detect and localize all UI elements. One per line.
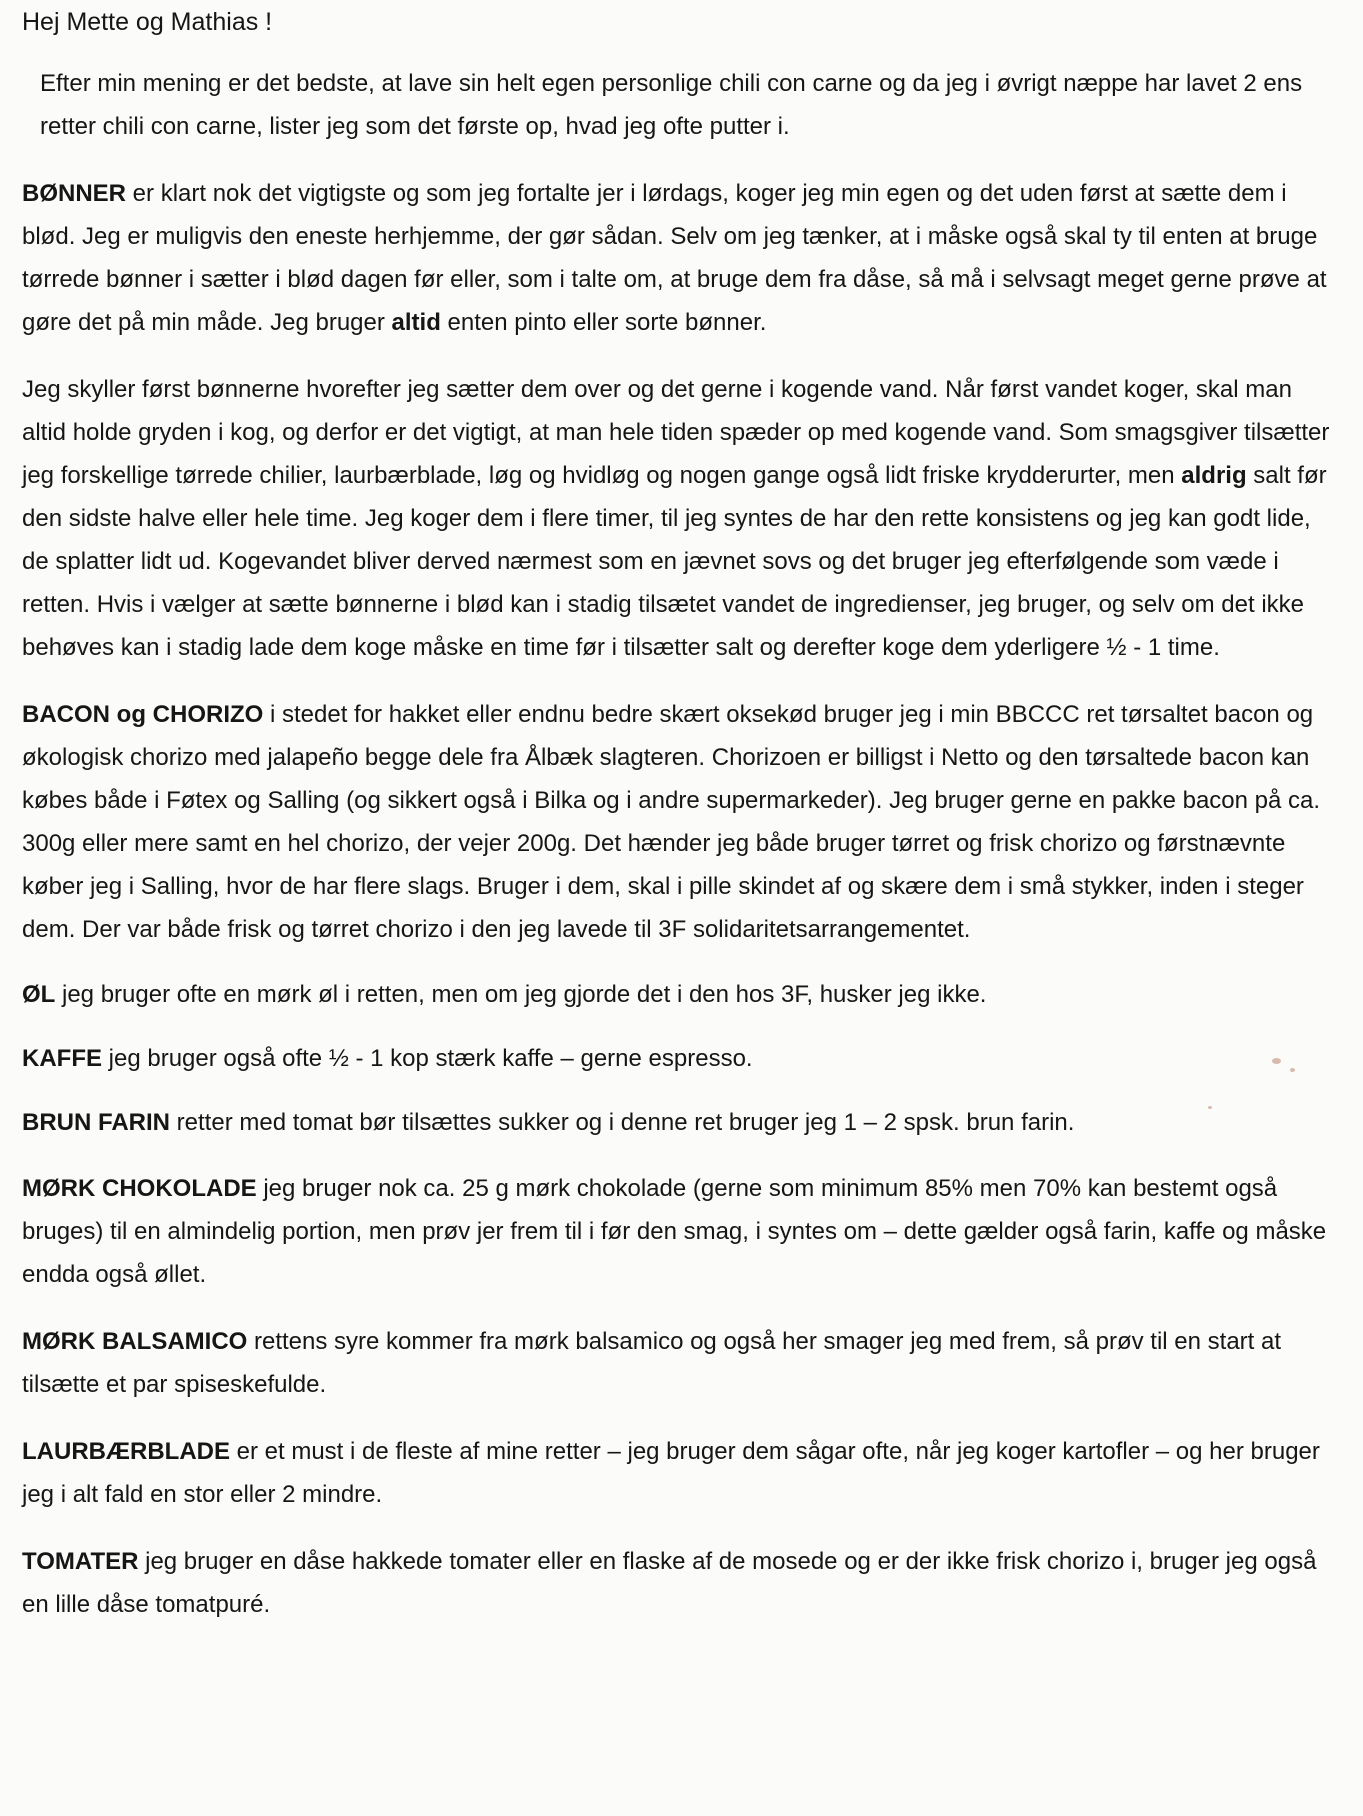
scan-speck bbox=[1208, 1106, 1212, 1109]
laurbaer-paragraph bbox=[22, 1430, 1335, 1516]
ol-text: jeg bruger ofte en mørk øl i retten, men om jeg gjorde det i den hos 3F, husker jeg ikke. bbox=[55, 981, 987, 1008]
balsamico-text: rettens syre kommer fra mørk balsamico og også her smager jeg med frem, så prøv til en start at tilsætte et par spiseskefulde. bbox=[22, 1328, 1282, 1398]
bacon-text: i stedet for hakket eller endnu bedre skært oksekød bruger jeg i min BBCCC ret tørsaltet bacon og økologisk chorizo med jalapeño begge dele fra Ålbæk slagteren. Chorizoen er billigst i Netto og den tørsaltede bacon kan købes både i Føtex og Salling (og sikkert også i Bilka og i andre supermarkeder). Jeg bruger gerne en pakke bacon på ca. 300g eller mere samt en hel chorizo, der vejer 200g. Det hænder jeg både bruger tørret og frisk chorizo og førstnævnte køber jeg i Salling, hvor de har flere slags. Bruger i dem, skal i pille skindet af og skære dem i små stykker, inden i steger dem. Der var både frisk og tørret chorizo i den jeg lavede til 3F solidaritetsarrangementet. bbox=[22, 701, 1321, 943]
bonner-paragraph bbox=[22, 172, 1335, 344]
kaffe-text: jeg bruger også ofte ½ - 1 kop stærk kaffe – gerne espresso. bbox=[102, 1045, 753, 1072]
brun-farin-heading: BRUN FARIN bbox=[22, 1109, 170, 1136]
laurbaer-heading: LAURBÆRBLADE bbox=[22, 1438, 230, 1465]
kaffe-paragraph bbox=[22, 1039, 1335, 1079]
scan-speck bbox=[1272, 1058, 1281, 1064]
bonner-text-a: er klart nok det vigtigste og som jeg fortalte jer i lørdags, koger jeg min egen og det uden først at sætte dem i blød. Jeg er muligvis den eneste herhjemme, der gør sådan. Selv om jeg tænker, at i måske også skal ty til enten at bruge tørrede bønner i sætter i blød dagen før eller, som i talte om, at bruge dem fra dåse, så må i selvsagt meget gerne prøve at gøre det på min måde. Jeg bruger bbox=[22, 180, 1327, 336]
brun-farin-text: retter med tomat bør tilsættes sukker og i denne ret bruger jeg 1 – 2 spsk. brun farin. bbox=[170, 1109, 1075, 1136]
tomater-paragraph bbox=[22, 1540, 1335, 1626]
bacon-heading: BACON og CHORIZO bbox=[22, 701, 264, 728]
skyller-paragraph bbox=[22, 368, 1335, 669]
laurbaer-text: er et must i de fleste af mine retter – jeg bruger dem sågar ofte, når jeg koger kartofler – og her bruger jeg i alt fald en stor eller 2 mindre. bbox=[22, 1438, 1320, 1508]
chokolade-text: jeg bruger nok ca. 25 g mørk chokolade (gerne som minimum 85% men 70% kan bestemt også bruges) til en almindelig portion, men prøv jer frem til i før den smag, i syntes om – dette gælder også farin, kaffe og måske endda også øllet. bbox=[22, 1175, 1327, 1288]
intro-paragraph: Efter min mening er det bedste, at lave sin helt egen personlige chili con carne og da jeg i øvrigt næppe har lavet 2 ens retter chili con carne, lister jeg som det første op, hvad jeg ofte putter i. bbox=[40, 70, 1303, 140]
tomater-text: jeg bruger en dåse hakkede tomater eller en flaske af de mosede og er der ikke frisk chorizo i, bruger jeg også en lille dåse tomatpuré. bbox=[22, 1548, 1317, 1618]
bonner-heading: BØNNER bbox=[22, 180, 127, 207]
balsamico-paragraph bbox=[22, 1320, 1335, 1406]
chokolade-heading: MØRK CHOKOLADE bbox=[22, 1175, 257, 1202]
skyller-text-a: Jeg skyller først bønnerne hvorefter jeg sætter dem over og det gerne i kogende vand. Når først vandet koger, skal man altid holde gryden i kog, og derfor er det vigtigt, at man hele tiden spæder op med kogende vand. Som smagsgiver tilsætter jeg forskellige tørrede chilier, laurbærblade, løg og hvidløg og nogen gange også lidt friske krydderurter, men bbox=[22, 376, 1330, 489]
skyller-text-b: salt før den sidste halve eller hele time. Jeg koger dem i flere timer, til jeg syntes de har den rette konsistens og jeg kan godt lide, de splatter lidt ud. Kogevandet bliver derved nærmest som en jævnet sovs og det bruger jeg efterfølgende som væde i retten. Hvis i vælger at sætte bønnerne i blød kan i stadig tilsætet vandet de ingredienser, jeg bruger, og selv om det ikke behøves kan i stadig lade dem koge måske en time før i tilsætter salt og derefter koge dem yderligere ½ - 1 time. bbox=[22, 462, 1327, 661]
ol-paragraph bbox=[22, 975, 1335, 1015]
bonner-emphasis: altid bbox=[391, 309, 441, 336]
skyller-emphasis: aldrig bbox=[1181, 462, 1247, 489]
greeting: Hej Mette og Mathias ! bbox=[22, 8, 273, 36]
tomater-heading: TOMATER bbox=[22, 1548, 139, 1575]
bonner-text-b: enten pinto eller sorte bønner. bbox=[440, 309, 767, 336]
brun-farin-paragraph bbox=[22, 1103, 1335, 1143]
bacon-paragraph bbox=[22, 693, 1335, 951]
ol-heading: ØL bbox=[22, 981, 56, 1008]
kaffe-heading: KAFFE bbox=[22, 1045, 102, 1072]
balsamico-heading: MØRK BALSAMICO bbox=[22, 1328, 248, 1355]
scan-speck bbox=[1290, 1068, 1295, 1072]
chokolade-paragraph bbox=[22, 1167, 1335, 1296]
